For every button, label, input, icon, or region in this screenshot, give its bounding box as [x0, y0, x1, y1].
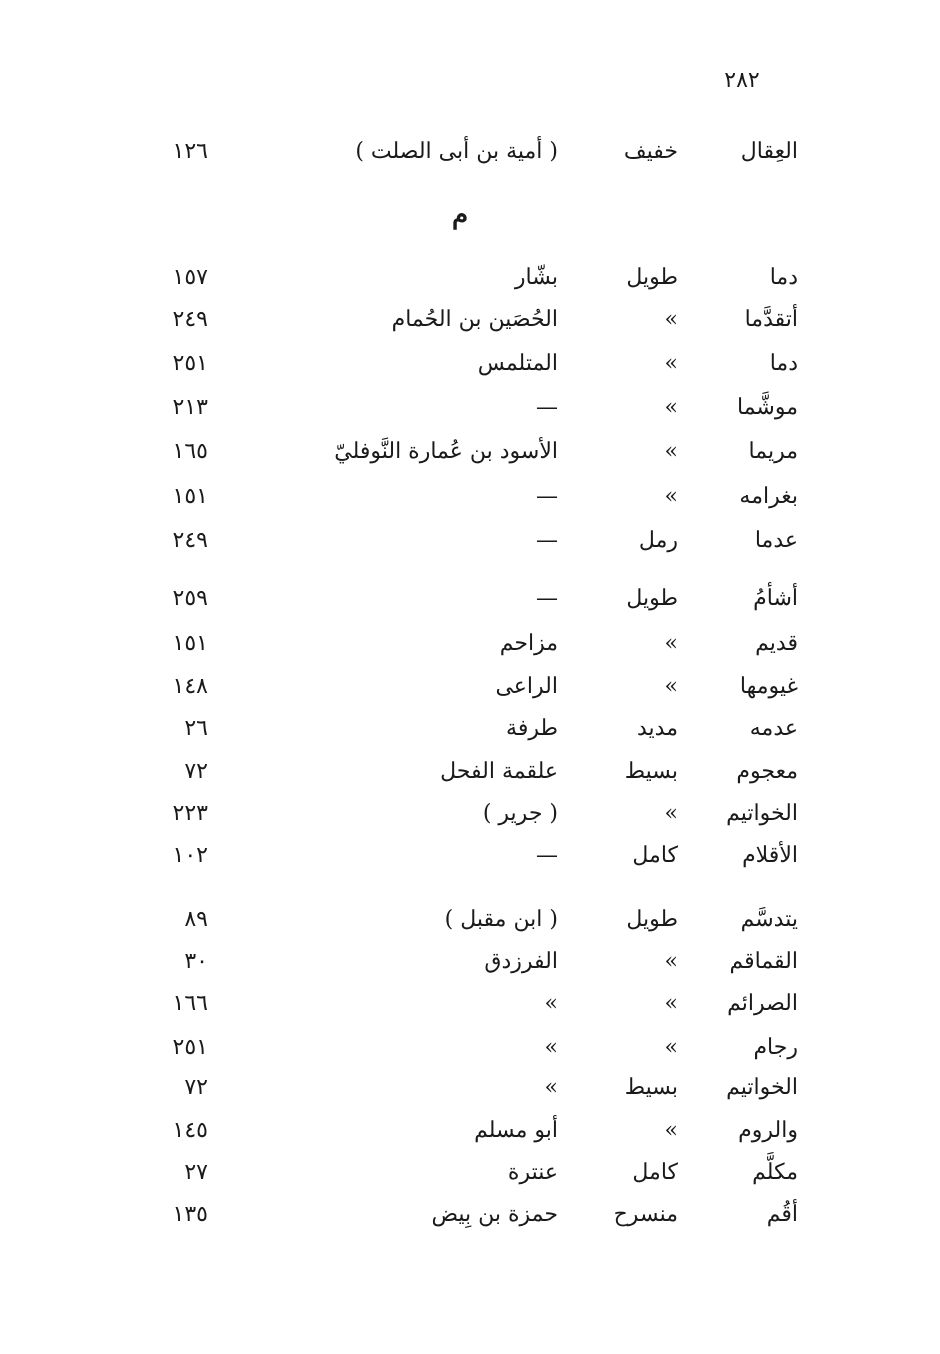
page-ref: ١٥١ — [172, 631, 208, 656]
meter: بسيط — [624, 759, 678, 784]
page-ref: ١٤٥ — [172, 1118, 208, 1143]
meter: » — [664, 439, 678, 464]
index-row — [0, 1113, 940, 1149]
page-ref: ١٥١ — [172, 484, 208, 509]
page-ref: ٢٦ — [184, 716, 208, 741]
poet: علقمة الفحل — [440, 759, 558, 784]
rhyme-word: موشَّما — [736, 395, 798, 420]
poet: ( أمية بن أبى الصلت ) — [355, 139, 558, 164]
page-ref: ١٦٥ — [172, 439, 208, 464]
index-row — [0, 134, 940, 170]
meter: » — [664, 307, 678, 332]
index-row — [0, 523, 940, 559]
poet: ( جرير ) — [482, 801, 558, 826]
meter: كامل — [632, 1160, 678, 1185]
page-ref: ٢٥١ — [172, 1035, 208, 1060]
page-ref: ١٥٧ — [172, 265, 208, 290]
rhyme-word: رجام — [753, 1035, 798, 1060]
poet: — — [536, 484, 558, 509]
index-row — [0, 346, 940, 382]
rhyme-word: قديم — [755, 631, 798, 656]
meter: طويل — [626, 907, 678, 932]
index-row — [0, 1155, 940, 1191]
index-row — [0, 944, 940, 980]
page-ref: ٢٤٩ — [172, 528, 208, 553]
meter: » — [664, 991, 678, 1016]
section-letter: م — [451, 200, 469, 230]
page-ref: ٧٢ — [184, 759, 208, 784]
index-row — [0, 796, 940, 832]
page-ref: ٨٩ — [184, 907, 208, 932]
page-ref: ٧٢ — [184, 1075, 208, 1100]
rhyme-word: دما — [769, 265, 798, 290]
poet: ( ابن مقبل ) — [444, 907, 558, 932]
page-ref: ٣٠ — [184, 949, 208, 974]
index-row — [0, 986, 940, 1022]
rhyme-word: مكلَّم — [752, 1160, 798, 1185]
index-row — [0, 711, 940, 747]
page-number: ٢٨٢ — [724, 68, 760, 93]
poet: عنترة — [507, 1160, 558, 1185]
poet: المتلمس — [477, 351, 558, 376]
rhyme-word: والروم — [738, 1118, 798, 1143]
poet: حمزة بن بِيض — [431, 1202, 558, 1227]
index-row — [0, 1030, 940, 1066]
page-ref: ١٦٦ — [172, 991, 208, 1016]
rhyme-word: العِقال — [740, 139, 798, 164]
rhyme-word: أتقدَّما — [744, 307, 798, 332]
rhyme-word: أشأمُ — [753, 586, 798, 611]
meter: » — [664, 801, 678, 826]
poet: — — [536, 528, 558, 553]
page-ref: ٢٥١ — [172, 351, 208, 376]
meter: » — [664, 1118, 678, 1143]
index-row — [0, 626, 940, 662]
meter: » — [664, 351, 678, 376]
rhyme-word: عدمه — [749, 716, 798, 741]
rhyme-word: يتدسَّم — [740, 907, 798, 932]
index-row — [0, 1070, 940, 1106]
index-row — [0, 838, 940, 874]
meter: طويل — [626, 265, 678, 290]
rhyme-word: دما — [769, 351, 798, 376]
meter: خفيف — [623, 139, 678, 164]
index-row — [0, 390, 940, 426]
index-row — [0, 902, 940, 938]
rhyme-word: غيومها — [739, 674, 798, 699]
meter: مديد — [636, 716, 678, 741]
meter: » — [664, 1035, 678, 1060]
page-ref: ٢١٣ — [172, 395, 208, 420]
rhyme-word: عدما — [754, 528, 798, 553]
meter: رمل — [638, 528, 678, 553]
meter: » — [664, 631, 678, 656]
rhyme-word: القماقم — [729, 949, 798, 974]
poet: مزاحم — [499, 631, 558, 656]
rhyme-word: مريما — [748, 439, 798, 464]
rhyme-word: الأقلام — [742, 843, 798, 868]
page-ref: ٢٥٩ — [172, 586, 208, 611]
rhyme-word: الصرائم — [727, 991, 798, 1016]
index-row — [0, 479, 940, 515]
page-ref: ٢٧ — [184, 1160, 208, 1185]
rhyme-word: أقُم — [766, 1202, 798, 1227]
rhyme-word: الخواتيم — [726, 801, 798, 826]
poet: أبو مسلم — [474, 1118, 558, 1143]
index-row — [0, 302, 940, 338]
meter: » — [664, 395, 678, 420]
meter: » — [664, 484, 678, 509]
poet: — — [536, 843, 558, 868]
meter: » — [664, 674, 678, 699]
meter: كامل — [632, 843, 678, 868]
meter: بسيط — [624, 1075, 678, 1100]
page-ref: ١٣٥ — [172, 1202, 208, 1227]
poet: الأسود بن عُمارة النَّوفليّ — [334, 439, 558, 464]
page-ref: ١٠٢ — [172, 843, 208, 868]
page-ref: ١٢٦ — [172, 139, 208, 164]
poet: بشّار — [514, 265, 558, 290]
page-ref: ٢٢٣ — [172, 801, 208, 826]
index-row — [0, 260, 940, 296]
poet: الفرزدق — [484, 949, 558, 974]
poet: » — [544, 1035, 558, 1060]
poet: الحُصَين بن الحُمام — [391, 307, 558, 332]
poet: » — [544, 991, 558, 1016]
rhyme-word: بغرامه — [739, 484, 798, 509]
meter: طويل — [626, 586, 678, 611]
poet: طرفة — [506, 716, 558, 741]
meter: منسرح — [613, 1202, 678, 1227]
poet: — — [536, 395, 558, 420]
index-row — [0, 669, 940, 705]
rhyme-word: الخواتيم — [726, 1075, 798, 1100]
poet: » — [544, 1075, 558, 1100]
index-row — [0, 581, 940, 617]
rhyme-word: معجوم — [736, 759, 798, 784]
page-ref: ١٤٨ — [172, 674, 208, 699]
index-row — [0, 1197, 940, 1233]
meter: » — [664, 949, 678, 974]
poet: — — [536, 586, 558, 611]
index-row — [0, 754, 940, 790]
index-row — [0, 434, 940, 470]
page-ref: ٢٤٩ — [172, 307, 208, 332]
poet: الراعى — [495, 674, 558, 699]
